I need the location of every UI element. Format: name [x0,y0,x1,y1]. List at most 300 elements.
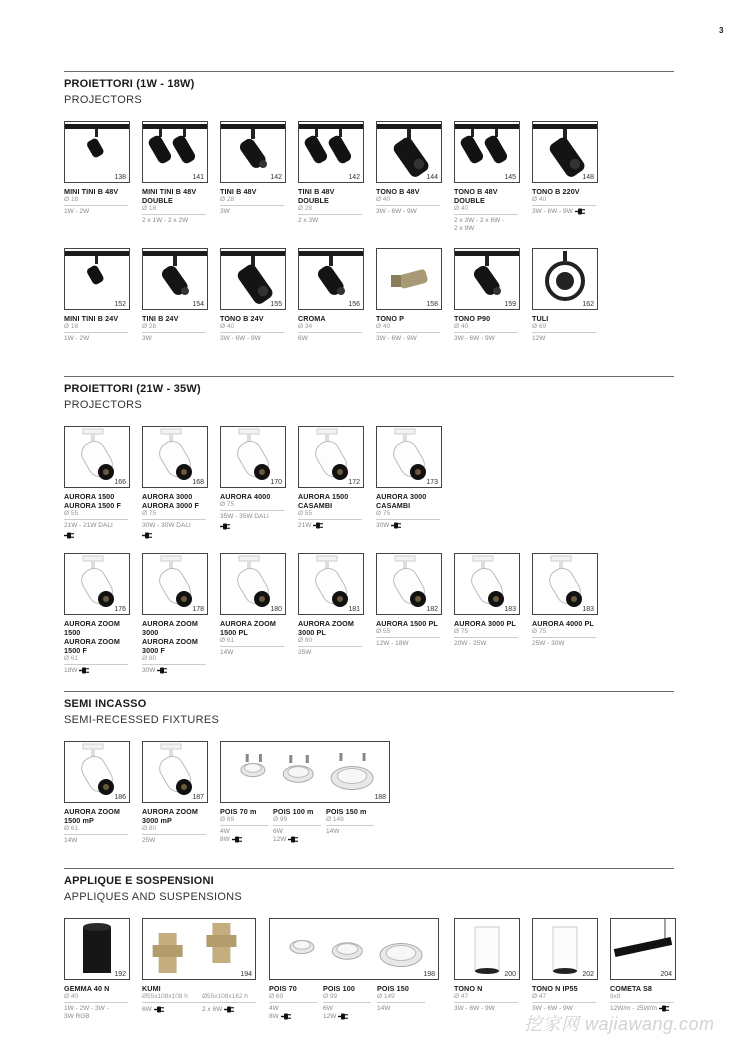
plug-icon [281,1013,292,1020]
product-thumbnail[interactable] [64,918,130,980]
page-reference: 145 [504,174,516,181]
divider [454,637,518,638]
track-spot-icon [221,122,285,182]
plug-icon [142,532,153,539]
product-diameter: Ø 28 [220,196,235,203]
product-wattage: 3W [142,335,152,342]
plug-icon [338,1013,349,1020]
product-wattage: 3W - 6W - 9W [532,1005,573,1012]
page-reference: 168 [192,479,204,486]
product-name: DOUBLE [298,196,329,205]
track-spot-double-icon [299,122,363,182]
product-wattage: 30W - 30W DALI [142,522,191,529]
product-wattage: 6W [273,828,283,835]
product-wattage: 3W - 6W - 9W [376,335,417,342]
page-reference: 183 [582,606,594,613]
product-diameter: Ø 69 [532,323,547,330]
product-wattage: 3W [220,208,230,215]
product-wattage: 12W [323,1013,349,1021]
product-name: TONO B 48V [376,187,420,196]
product-name: POIS 150 [377,984,409,993]
product-name: MINI TINI B 48V [64,187,119,196]
product-name: DOUBLE [454,196,485,205]
product-name: TONO P [376,314,405,323]
product-wattage: 3W RGB [64,1013,90,1020]
product-diameter: Ø55x108x108 h [142,993,188,1000]
section-title: PROIETTORI (1W - 18W) [64,78,195,90]
product-wattage: 25W - 30W [532,640,565,647]
product-thumbnail[interactable] [64,553,130,615]
page-reference: 172 [348,479,360,486]
section-title: APPLIQUE E SOSPENSIONI [64,875,214,887]
recessed-downlight-icon [221,742,389,802]
page-reference: 194 [240,971,252,978]
page-reference: 178 [192,606,204,613]
product-diameter: Ø 40 [376,323,391,330]
product-name: 1500 mP [64,816,94,825]
product-wattage: 2 x 3W [298,217,319,224]
product-name: AURORA 3000 [376,492,427,501]
page-reference: 176 [114,606,126,613]
section-subtitle: PROJECTORS [64,399,142,411]
product-diameter: 8x8 [610,993,621,1000]
white-cylinder-icon [455,919,519,979]
product-wattage: 25W [142,837,156,844]
page-reference: 198 [423,971,435,978]
product-name: AURORA ZOOM [64,637,120,646]
plug-icon [313,522,324,529]
product-name: 3000 F [142,646,165,655]
page-reference: 141 [192,174,204,181]
divider [142,332,206,333]
product-diameter: Ø 55 [298,510,313,517]
plug-icon [391,522,402,529]
white-cylinder-icon [533,919,597,979]
divider [376,205,440,206]
product-name: AURORA 1500 [298,492,349,501]
product-name: POIS 100 m [273,807,314,816]
product-wattage: 12W [532,335,546,342]
white-zoom-icon [221,554,285,614]
product-thumbnail[interactable] [532,248,598,310]
product-name: CROMA [298,314,326,323]
product-diameter: Ø 61 [220,637,235,644]
divider [220,825,268,826]
plug-icon [288,836,299,843]
product-name: MINI TINI B 24V [64,314,119,323]
divider [454,214,518,215]
page-reference: 162 [582,301,594,308]
product-diameter: Ø 80 [142,655,157,662]
product-wattage: 4W [220,828,230,835]
product-name: AURORA ZOOM [64,807,120,816]
track-spot-double-icon [455,122,519,182]
linear-pendant-icon [611,919,675,979]
product-thumbnail[interactable] [220,248,286,310]
product-thumbnail[interactable] [220,426,286,488]
product-diameter: Ø 149 [377,993,395,1000]
product-name: AURORA 3000 PL [454,619,516,628]
divider [142,664,206,665]
page-reference: 154 [192,301,204,308]
white-spot-icon [65,427,129,487]
brass-spot-icon [377,249,441,309]
product-wattage: 3W - 6W - 9W [454,1005,495,1012]
white-zoom-icon [65,742,129,802]
plug-icon [79,667,90,674]
product-diameter: Ø 40 [532,196,547,203]
product-thumbnail[interactable] [142,248,208,310]
page-reference: 142 [348,174,360,181]
product-name: GEMMA 40 N [64,984,110,993]
product-diameter: Ø 149 [326,816,344,823]
divider [298,646,362,647]
product-thumbnail[interactable] [142,918,256,980]
product-thumbnail[interactable] [64,426,130,488]
section-subtitle: APPLIQUES AND SUSPENSIONS [64,891,243,903]
product-name: 1500 F [64,646,87,655]
plug-icon [157,667,168,674]
surface-downlight-icon [270,919,438,979]
product-wattage: 2 x 1W - 2 x 2W [142,217,189,224]
product-diameter: Ø 40 [454,323,469,330]
product-diameter: Ø 80 [298,637,313,644]
product-name: 3000 [142,628,159,637]
product-wattage: 35W - 35W DALI [220,513,269,520]
plug-icon [575,208,586,215]
divider [532,637,596,638]
product-wattage: 21W - 21W DALI [64,522,113,529]
product-name: TONO P90 [454,314,491,323]
product-name: AURORA 3000 [142,492,193,501]
product-wattage: 14W [326,828,340,835]
product-thumbnail[interactable] [454,918,520,980]
product-name: AURORA 1500 PL [376,619,438,628]
product-name: TONO B 48V [454,187,498,196]
product-diameter: Ø 40 [376,196,391,203]
product-name: AURORA 4000 PL [532,619,594,628]
page-number: 3 [719,26,724,35]
product-wattage: 2 x 9W [454,225,475,232]
white-zoom-icon [143,742,207,802]
product-thumbnail[interactable] [142,426,208,488]
product-wattage: 1W - 2W - 3W - [64,1005,109,1012]
product-diameter: Ø 40 [64,993,79,1000]
page-reference: 155 [270,301,282,308]
product-name: CASAMBI [298,501,333,510]
brass-wall-lamp-icon [143,919,255,979]
product-thumbnail[interactable] [376,121,442,183]
product-thumbnail[interactable] [532,918,598,980]
product-thumbnail[interactable] [142,741,208,803]
product-thumbnail[interactable] [298,121,364,183]
product-wattage: 20W - 25W [454,640,487,647]
product-name: TONO N [454,984,483,993]
divider [532,1002,596,1003]
product-name: AURORA 1500 [64,492,115,501]
watermark: 挖家网 wajiawang.com [524,1014,715,1034]
white-spot-icon [455,554,519,614]
product-thumbnail[interactable] [376,248,442,310]
product-thumbnail[interactable] [376,426,442,488]
section-subtitle: SEMI-RECESSED FIXTURES [64,714,220,726]
white-spot-icon [377,554,441,614]
product-thumbnail[interactable] [64,121,130,183]
product-thumbnail[interactable] [220,121,286,183]
section-divider [64,691,674,692]
divider [64,834,128,835]
product-name: TONO N IP55 [532,984,578,993]
product-name: TONO B 220V [532,187,580,196]
track-spot-large-icon [377,122,441,182]
product-diameter: Ø 75 [532,628,547,635]
track-spot-large-icon [221,249,285,309]
product-diameter: Ø 61 [64,825,79,832]
page-reference: 186 [114,794,126,801]
page-reference: 187 [192,794,204,801]
product-diameter: Ø 55 [376,628,391,635]
product-wattage: 2 x 3W - 2 x 6W - [454,217,505,224]
product-diameter: Ø 55 [64,510,79,517]
product-thumbnail[interactable] [64,741,130,803]
plug-icon [64,532,75,539]
product-diameter: Ø 28 [298,205,313,212]
page-reference: 166 [114,479,126,486]
product-name: AURORA ZOOM [220,619,276,628]
product-name: POIS 70 [269,984,297,993]
product-name: COMETA S8 [610,984,653,993]
product-thumbnail[interactable] [454,553,520,615]
product-name: AURORA ZOOM [64,619,120,628]
page-reference: 181 [348,606,360,613]
page-reference: 152 [114,301,126,308]
product-thumbnail[interactable] [298,553,364,615]
product-thumbnail[interactable] [610,918,676,980]
white-zoom-icon [143,554,207,614]
product-name: 3000 PL [298,628,326,637]
plug-icon [220,523,231,530]
product-diameter: Ø 75 [142,510,157,517]
product-wattage: 6W [323,1005,333,1012]
product-name: DOUBLE [142,196,173,205]
page-reference: 183 [504,606,516,613]
track-spot-large-icon [533,122,597,182]
divider [610,1002,674,1003]
product-wattage: 3W - 6W - 9W [220,335,261,342]
product-diameter: Ø 75 [376,510,391,517]
product-diameter: Ø 28 [142,323,157,330]
product-wattage: 12W/m - 25W/m [610,1005,670,1013]
divider [220,332,284,333]
wall-spot-icon [299,249,363,309]
product-diameter: Ø 69 [220,816,235,823]
product-thumbnail[interactable] [142,121,208,183]
product-name: AURORA ZOOM [142,807,198,816]
product-thumbnail[interactable] [298,426,364,488]
wall-spot-icon [455,249,519,309]
section-divider [64,868,674,869]
product-wattage: 14W [64,837,78,844]
product-diameter: Ø 47 [454,993,469,1000]
page-reference: 144 [426,174,438,181]
product-name: TONO B 24V [220,314,264,323]
product-thumbnail[interactable] [269,918,439,980]
page-reference: 200 [504,971,516,978]
page-reference: 170 [270,479,282,486]
track-spot-mini-icon [65,249,129,309]
product-wattage: 4W [269,1005,279,1012]
page-reference: 192 [114,971,126,978]
divider [64,664,128,665]
product-thumbnail[interactable] [376,553,442,615]
plug-row [140,532,153,540]
divider [376,332,440,333]
product-thumbnail[interactable] [454,248,520,310]
product-wattage: 12W - 18W [376,640,409,647]
product-thumbnail[interactable] [64,248,130,310]
product-diameter: Ø 99 [273,816,288,823]
product-name: AURORA 3000 F [142,501,199,510]
section-divider [64,376,674,377]
product-diameter: Ø 18 [142,205,157,212]
track-spot-mini-icon [65,122,129,182]
product-wattage: 8W [220,836,243,844]
product-name: POIS 70 m [220,807,257,816]
white-spot-icon [143,427,207,487]
page-reference: 158 [426,301,438,308]
product-name: TINI B 48V [220,187,257,196]
product-name: AURORA 1500 F [64,501,121,510]
product-thumbnail[interactable] [220,553,286,615]
divider [376,519,440,520]
product-thumbnail[interactable] [454,121,520,183]
page-reference: 202 [582,971,594,978]
product-name: AURORA 4000 [220,492,271,501]
product-wattage: 8W [269,1013,292,1021]
divider [142,834,206,835]
divider [142,214,206,215]
page-reference: 204 [660,971,672,978]
product-name: AURORA ZOOM [142,619,198,628]
product-diameter: Ø 80 [142,825,157,832]
divider [64,205,128,206]
product-diameter: Ø 47 [532,993,547,1000]
white-zoom-icon [65,554,129,614]
divider [323,1002,371,1003]
section-subtitle: PROJECTORS [64,94,142,106]
plug-row [62,532,75,540]
product-diameter: Ø 69 [269,993,284,1000]
section-title: PROIETTORI (21W - 35W) [64,383,201,395]
divider [376,637,440,638]
product-name: 1500 [64,628,81,637]
page-reference: 182 [426,606,438,613]
divider [298,519,362,520]
white-spot-icon [299,427,363,487]
product-diameter: Ø 99 [323,993,338,1000]
product-name: MINI TINI B 48V [142,187,197,196]
product-name: 1500 PL [220,628,248,637]
product-thumbnail[interactable] [532,553,598,615]
black-cylinder-icon [65,919,129,979]
product-wattage: 14W [377,1005,391,1012]
divider [298,214,362,215]
plug-icon [232,836,243,843]
divider [220,646,284,647]
product-name: TINI B 24V [142,314,179,323]
page-reference: 138 [114,174,126,181]
product-wattage: 3W - 6W - 9W [454,335,495,342]
divider [454,1002,518,1003]
white-zoom-icon [299,554,363,614]
product-wattage: 18W [64,667,90,675]
product-wattage: 30W [376,522,402,530]
product-diameter: Ø 40 [220,323,235,330]
page-reference: 173 [426,479,438,486]
product-name: KUMI [142,984,161,993]
product-thumbnail[interactable] [298,248,364,310]
product-thumbnail[interactable] [220,741,390,803]
product-name: AURORA ZOOM [298,619,354,628]
divider [64,519,128,520]
product-wattage: 3W - 6W - 9W [532,208,586,216]
product-wattage: 21W [298,522,324,530]
product-diameter: Ø 61 [64,655,79,662]
section-title: SEMI INCASSO [64,698,147,710]
product-name: AURORA ZOOM [142,637,198,646]
product-thumbnail[interactable] [142,553,208,615]
divider [142,1002,256,1003]
product-wattage: 6W [142,1006,165,1014]
page-reference: 188 [374,794,386,801]
plug-row [218,523,231,531]
product-diameter: Ø 75 [454,628,469,635]
plug-icon [224,1006,235,1013]
product-thumbnail[interactable] [532,121,598,183]
divider [64,332,128,333]
product-diameter: Ø 34 [298,323,313,330]
divider [273,825,321,826]
product-wattage: 3W - 6W - 9W [376,208,417,215]
page-reference: 180 [270,606,282,613]
product-name: 3000 mP [142,816,172,825]
product-wattage: 1W - 2W [64,335,90,342]
product-name: TINI B 48V [298,187,335,196]
product-name: CASAMBI [376,501,411,510]
white-spot-icon [377,427,441,487]
divider [220,205,284,206]
product-diameter: Ø 18 [64,196,79,203]
product-name: POIS 150 m [326,807,367,816]
divider [532,205,596,206]
white-spot-icon [221,427,285,487]
product-diameter: Ø 40 [454,205,469,212]
track-spot-icon [143,249,207,309]
divider [377,1002,425,1003]
section-divider [64,71,674,72]
product-wattage: 1W - 2W [64,208,90,215]
page-reference: 159 [504,301,516,308]
product-wattage: 12W [273,836,299,844]
product-wattage: 25W [298,649,312,656]
product-wattage: 14W [220,649,234,656]
divider [142,519,206,520]
divider [454,332,518,333]
product-diameter: Ø 18 [64,323,79,330]
product-name: POIS 100 [323,984,355,993]
divider [269,1002,317,1003]
product-wattage: 30W [142,667,168,675]
